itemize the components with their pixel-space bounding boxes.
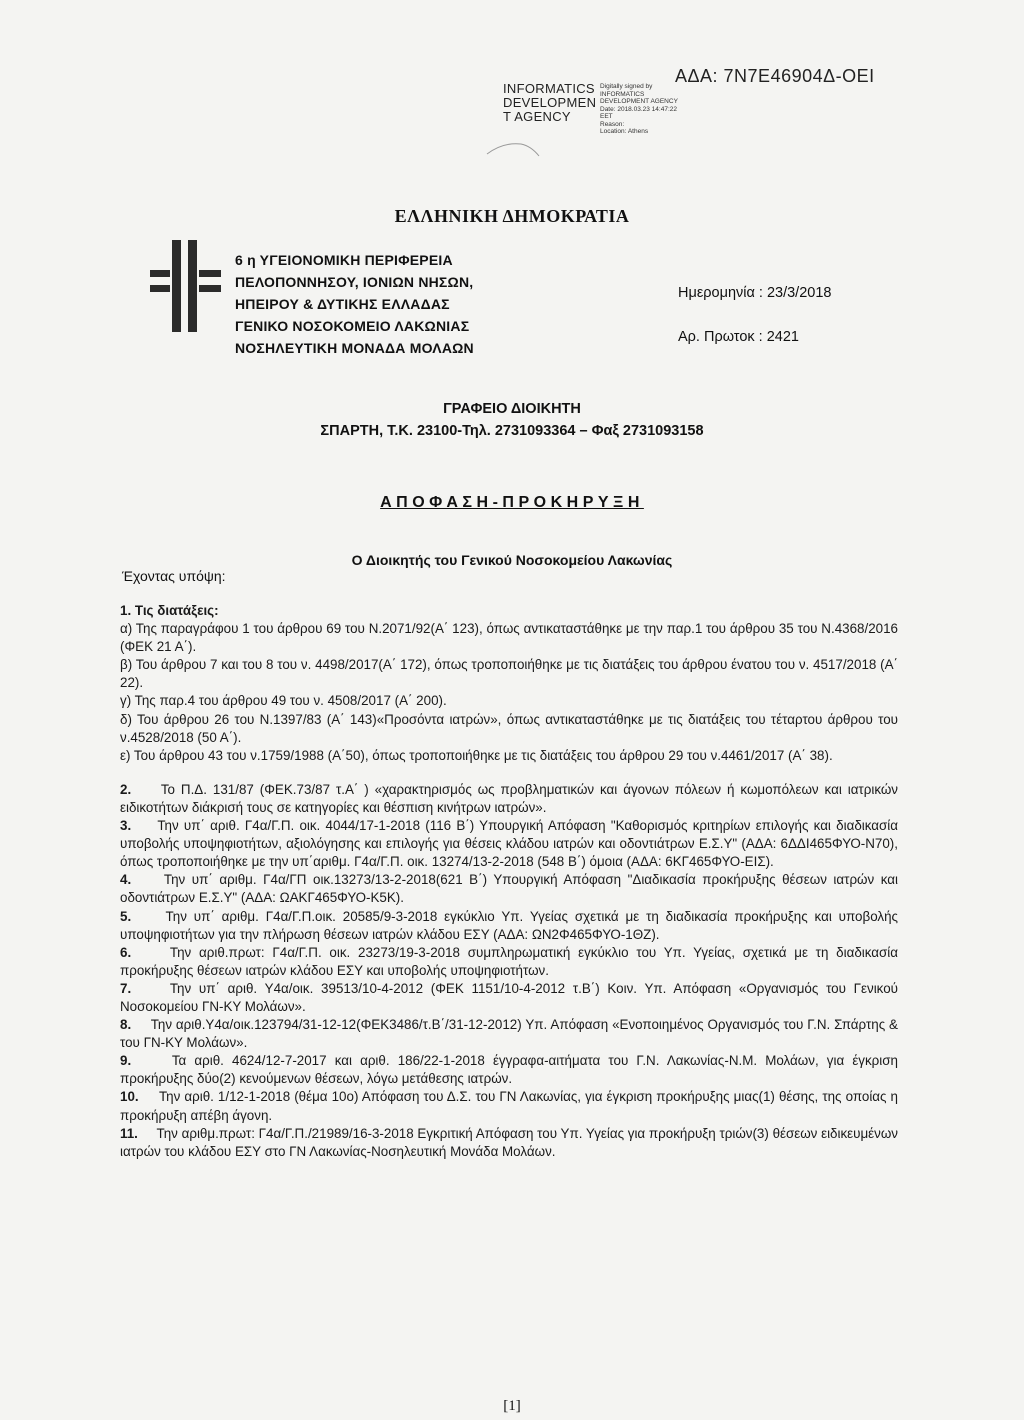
republic-heading: ΕΛΛΗΝΙΚΗ ΔΗΜΟΚΡΑΤΙΑ — [394, 206, 630, 226]
item-number: 7. — [120, 980, 132, 996]
item-number: 4. — [120, 872, 132, 888]
office-address: ΣΠΑΡΤΗ, Τ.Κ. 23100-Τηλ. 2731093364 – Φαξ 2731093158 — [320, 423, 704, 439]
item-number: 10. — [120, 1089, 139, 1105]
item-text: Την αριθμ.πρωτ: Γ4α/Γ.Π./21989/16-3-2018 Εγκριτική Απόφαση του Υπ. Υγείας για προκήρυξη τριών(3) θέσεων ειδικευμένων ιατρών του κλάδου ΕΣΥ στο ΓΝ Λακωνίας-Νοσηλευτική Μονάδα Μολάων. — [120, 1125, 898, 1159]
signature-name: INFORMATICS DEVELOPMEN T AGENCY — [503, 81, 597, 124]
item-text: Το Π.Δ. 131/87 (ΦΕΚ.73/87 τ.Α΄ ) «χαρακτηρισμός ως προβληματικών και άγονων πόλεων ή κωμοπόλεων και ιατρικών ειδικοτήτων διάκρισή τους σε κατηγορίες και θέσπιση κινήτρων ιατρών». — [120, 781, 898, 815]
numbered-item — [120, 1016, 898, 1052]
hospital-logo — [150, 240, 222, 332]
item-number: 5. — [120, 908, 132, 924]
numbered-item — [120, 817, 898, 871]
document-body — [120, 602, 898, 1161]
item-text: Την αριθ. 1/12-1-2018 (θέμα 10ο) Απόφαση του Δ.Σ. του ΓΝ Λακωνίας, για έγκριση προκήρυξης μιας(1) θέσης, της οποίας η προκήρυξη απέβη άγονη. — [120, 1089, 899, 1123]
ada-code: ΑΔΑ: 7Ν7Ε46904Δ-ΟΕΙ — [675, 66, 875, 86]
numbered-item — [120, 781, 898, 817]
office-title: ΓΡΑΦΕΙΟ ΔΙΟΙΚΗΤΗ — [443, 401, 581, 417]
item-number: 3. — [120, 818, 132, 834]
numbered-item — [120, 1088, 898, 1124]
item-text: Την υπ΄ αριθμ. Γ4α/Γ.Π.οικ. 20585/9-3-2018 εγκύκλιο Υπ. Υγείας σχετικά με τη διαδικασία προκήρυξης και υποβολής υποψηφιοτήτων για την πλήρωση θέσεων ιατρών κλάδου ΕΣΥ (ΑΔΑ: ΩΝ2Φ465ΦΥΟ-1ΘΖ). — [120, 908, 898, 942]
numbered-item — [120, 908, 898, 944]
numbered-item — [120, 980, 898, 1016]
numbered-item — [120, 871, 898, 907]
item-text: Την υπ΄ αριθμ. Γ4α/ΓΠ οικ.13273/13-2-2018(621 Β΄) Υπουργική Απόφαση "Διαδικασία προκήρυξης θέσεων ιατρών και οδοντιάτρων Ε.Σ.Υ" (ΑΔΑ: ΩΑΚΓ465ΦΥΟ-Κ5Κ). — [120, 872, 899, 906]
sub-item: δ) Του άρθρου 26 του Ν.1397/83 (Α΄ 143)«Προσόντα ιατρών», όπως αντικαταστάθηκε με τις διατάξεις του τέταρτου άρθρου του ν.4528/2018 (50 Α΄). — [120, 711, 898, 745]
having-in-view: Έχοντας υπόψη: — [122, 568, 226, 584]
sub-item: α) Της παραγράφου 1 του άρθρου 69 του Ν.2071/92(Α΄ 123), όπως αντικαταστάθηκε με την παρ.1 του άρθρου 35 του Ν.4368/2016 (ΦΕΚ 21 Α΄). — [120, 621, 898, 655]
page-number: [1] — [503, 1398, 521, 1414]
numbered-item — [120, 1125, 898, 1161]
office-block — [0, 398, 1024, 442]
decision-title: ΑΠΟΦΑΣΗ-ΠΡΟΚΗΡΥΞΗ — [380, 494, 644, 511]
item-number: 6. — [120, 944, 132, 960]
signature-details: Digitally signed by INFORMATICS DEVELOPMENT AGENCY Date: 2018.03.23 14:47:22 EET Reason: Location: Athens — [600, 83, 678, 135]
item-number: 9. — [120, 1053, 132, 1069]
item-text: Την αριθ.Υ4α/οικ.123794/31-12-12(ΦΕΚ3486/τ.Β΄/31-12-2012) Υπ. Απόφαση «Ενοποιημένος Οργανισμός του Γ.Ν. Σπάρτης & του ΓΝ-ΚΥ Μολάων». — [120, 1017, 898, 1051]
hospital-header: 6 η ΥΓΕΙΟΝΟΜΙΚΗ ΠΕΡΙΦΕΡΕΙΑ ΠΕΛΟΠΟΝΝΗΣΟΥ, ΙΟΝΙΩΝ ΝΗΣΩΝ, ΗΠΕΙΡΟΥ & ΔΥΤΙΚΗΣ ΕΛΛΑΔΑΣ ΓΕΝΙΚΟ ΝΟΣΟΚΟΜΕΙΟ ΛΑΚΩΝΙΑΣ ΝΟΣΗΛΕΥΤΙΚΗ ΜΟΝΑΔΑ ΜΟΛΑΩΝ — [235, 252, 474, 356]
sub-item: γ) Της παρ.4 του άρθρου 49 του ν. 4508/2017 (Α΄ 200). — [120, 693, 447, 709]
protocol-number: Αρ. Πρωτοκ : 2421 — [678, 329, 799, 345]
decision-subtitle: Ο Διοικητής του Γενικού Νοσοκομείου Λακωνίας — [351, 552, 673, 568]
numbered-item — [120, 1052, 898, 1088]
item-text: Τα αριθ. 4624/12-7-2017 και αριθ. 186/22-1-2018 έγγραφα-αιτήματα του Γ.Ν. Λακωνίας-Ν.Μ. Μολάων, για έγκριση προκήρυξης δύο(2) κενούμενων θέσεων, λόγω μετάθεσης ιατρών. — [120, 1053, 898, 1087]
item-number: 11. — [120, 1125, 138, 1141]
item-number: 8. — [120, 1017, 132, 1033]
document-date: Ημερομηνία : 23/3/2018 — [678, 285, 832, 301]
document-meta — [678, 271, 831, 359]
item-number: 2. — [120, 781, 132, 797]
sub-item: β) Του άρθρου 7 και του 8 του ν. 4498/2017(Α΄ 172), όπως τροποποιήθηκε με τις διατάξεις του άρθρου ένατου του ν. 4517/2018 (Α΄ 22). — [120, 657, 898, 691]
item-text: Την αριθ.πρωτ: Γ4α/Γ.Π. οικ. 23273/19-3-2018 συμπληρωματική εγκύκλιο του Υπ. Υγείας, σχετικά με τη διαδικασία προκήρυξης θέσεων ιατρών κλάδου ΕΣΥ και υποβολής υποψηφιοτήτων. — [120, 944, 899, 978]
section-heading: 1. Τις διατάξεις: — [120, 603, 219, 618]
signature-mark — [483, 138, 543, 158]
sub-item: ε) Του άρθρου 43 του ν.1759/1988 (Α΄50), όπως τροποποιήθηκε με τις διατάξεις του άρθρου 29 του ν.4461/2017 (Α΄ 38). — [120, 747, 833, 763]
item-text: Την υπ΄ αριθ. Υ4α/οικ. 39513/10-4-2012 (ΦΕΚ 1151/10-4-2012 τ.Β΄) Κοιν. Υπ. Απόφαση «Οργανισμός του Γενικού Νοσοκομείου ΓΝ-ΚΥ Μολάων». — [120, 980, 898, 1014]
numbered-item — [120, 944, 898, 980]
numbered-items — [120, 781, 898, 1161]
item-text: Την υπ΄ αριθ. Γ4α/Γ.Π. οικ. 4044/17-1-2018 (116 Β΄) Υπουργική Απόφαση "Καθορισμός κριτηρίων επιλογής και διαδικασία υποβολής υποψηφιοτήτων, αξιολόγησης και επιλογής για θέσεις κλάδου ιατρών και οδοντιάτρων Ε.Σ.Υ" (ΑΔΑ: 6ΔΔΙ465ΦΥΟ-Ν70), όπως τροποποιήθηκε με την υπ΄αριθμ. Γ4α/Γ.Π. οικ. 13274/13-2-2018 (548 Β΄) όμοια (ΑΔΑ: 6ΚΓ465ΦΥΟ-ΕΙΣ). — [120, 818, 898, 870]
